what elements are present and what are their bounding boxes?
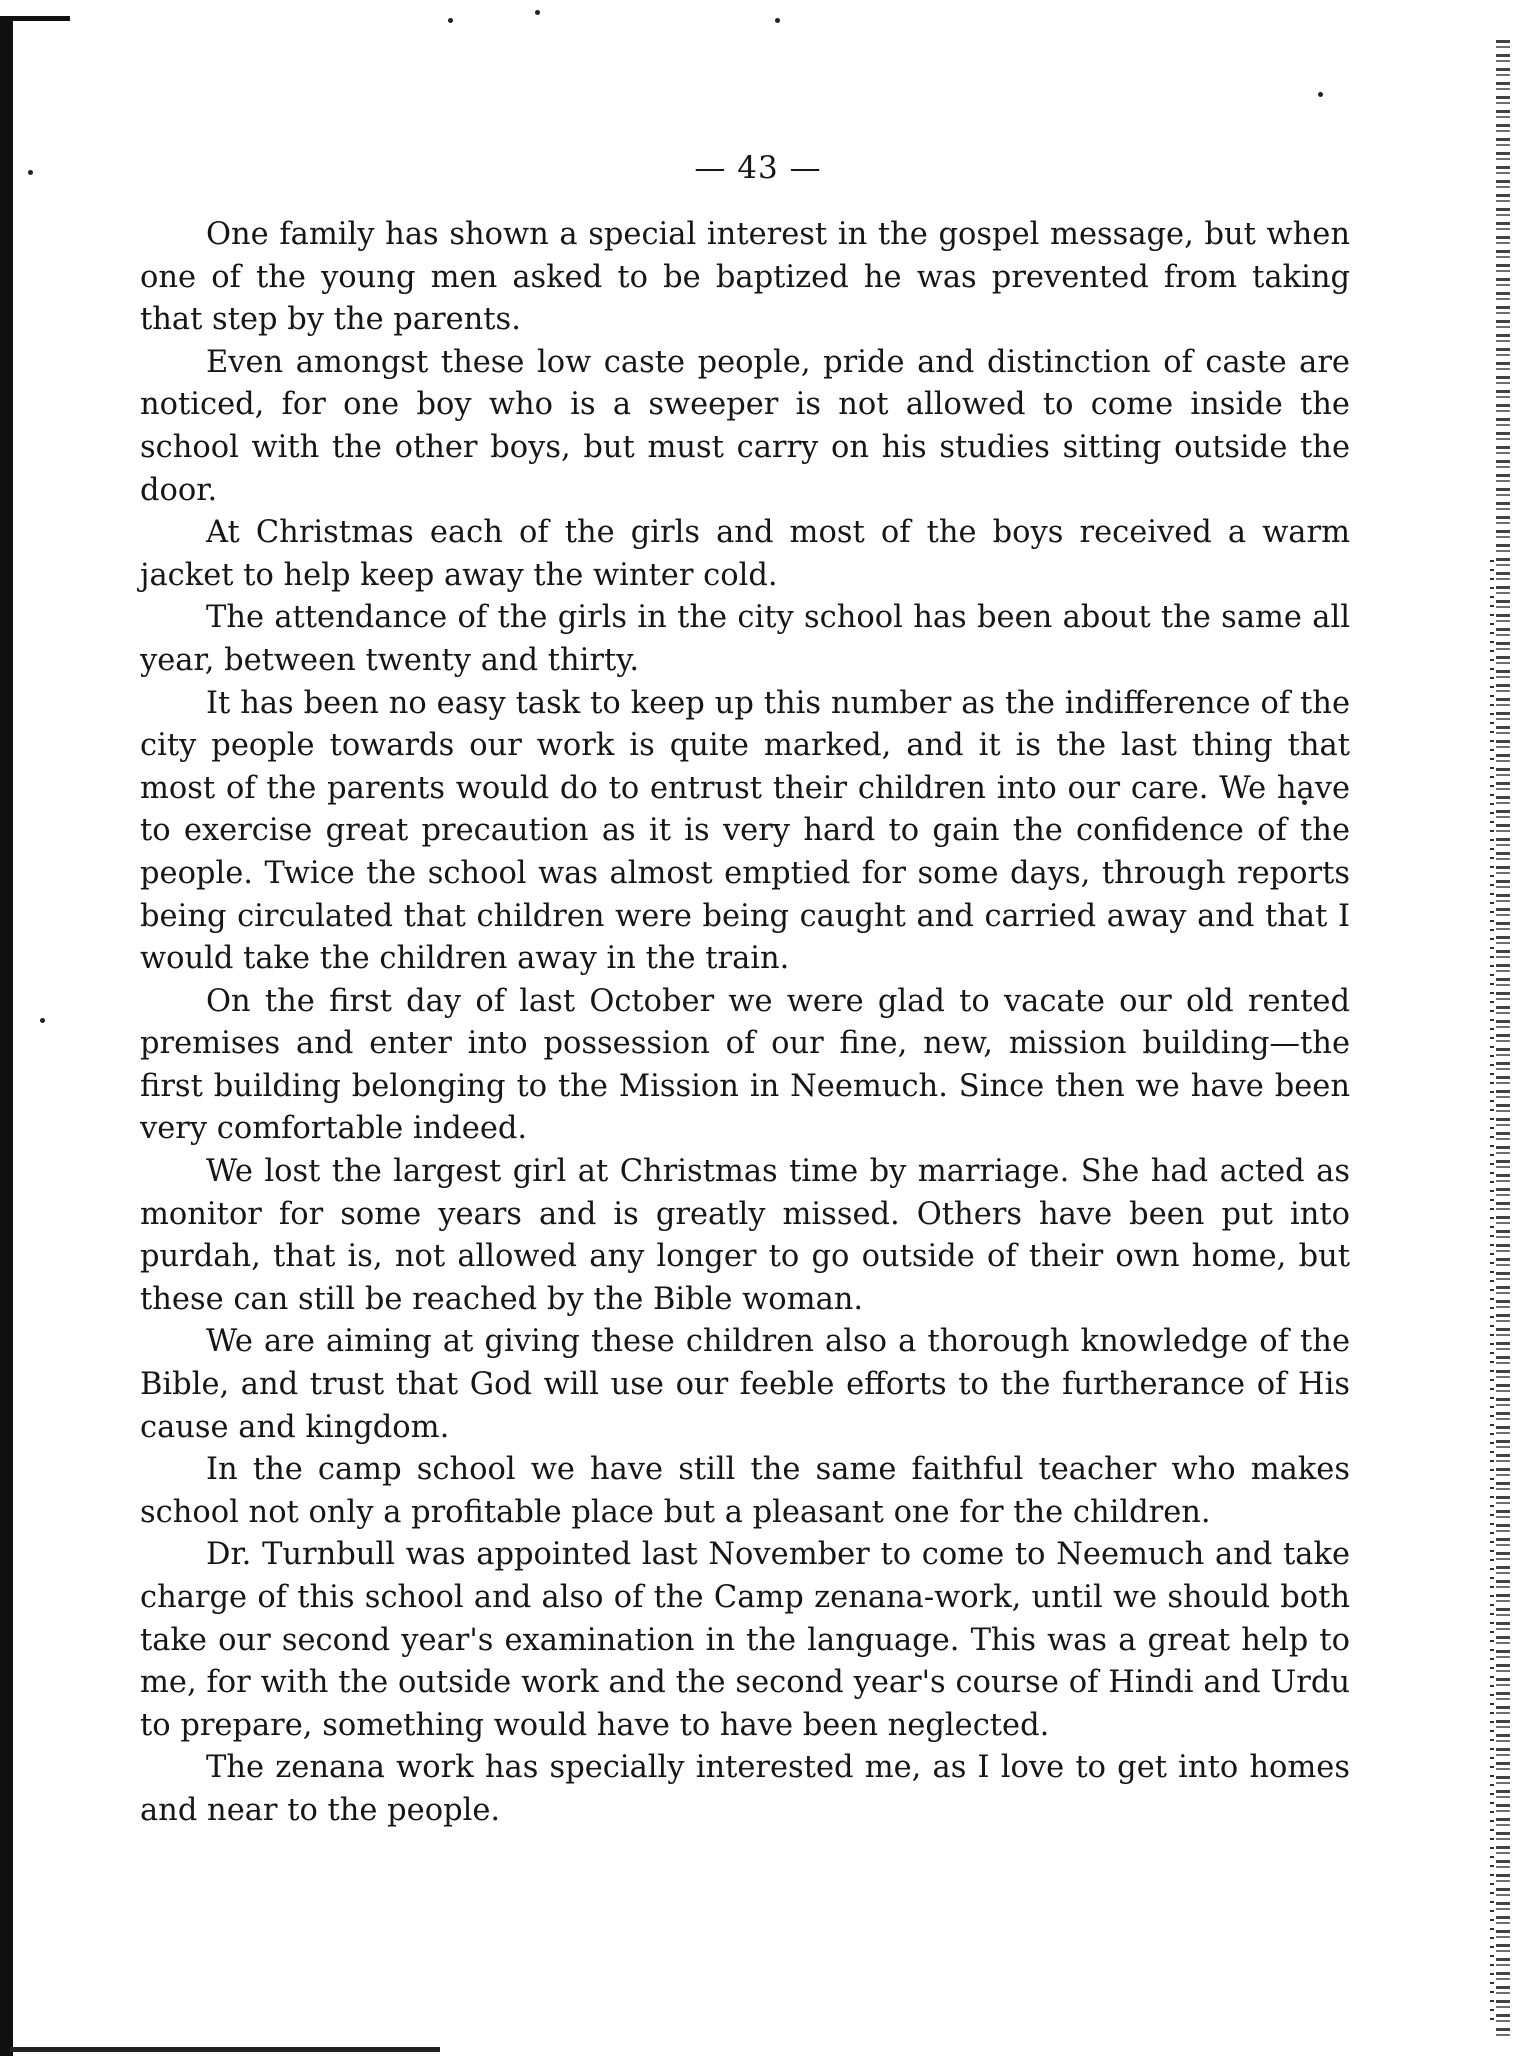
paragraph: One family has shown a special interest in the gospel message, but when one of the young men asked to be baptized he was prevented from taking that step by the parents. — [140, 217, 1350, 338]
scan-border-right-shadow — [1490, 560, 1494, 2020]
paragraph: Dr. Turnbull was appointed last November to come to Neemuch and take charge of this school and also of the Camp zenana-work, until we should both take our second year's examination in the language. This was a great help to me, for with the outside work and the second year's course of Hindi and Urdu to prepare, something would have to have been neglected. — [140, 1537, 1350, 1743]
paragraph: The zenana work has specially interested me, as I love to get into homes and near to the people. — [140, 1750, 1350, 1828]
paragraph: We are aiming at giving these children also a thorough knowledge of the Bible, and trust that God will use our feeble efforts to the furtherance of His cause and kingdom. — [140, 1324, 1350, 1445]
paragraph: We lost the largest girl at Christmas time by marriage. She had acted as monitor for some years and is greatly missed. Others have been put into purdah, that is, not allowed any longer to go outside of their own home, but these can still be reached by the Bible woman. — [140, 1154, 1350, 1317]
scan-speck — [40, 1018, 45, 1023]
paragraph: Even amongst these low caste people, pride and distinction of caste are noticed, for one boy who is a sweeper is not allowed to come inside the school with the other boys, but must carry on his studies sitting outside the door. — [140, 344, 1350, 508]
page-number: — 43 — — [694, 150, 822, 186]
paragraph: In the camp school we have still the same faithful teacher who makes school not only a profitable place but a pleasant one for the children. — [140, 1452, 1350, 1530]
paragraph: At Christmas each of the girls and most of the boys received a warm jacket to help keep away the winter cold. — [140, 515, 1350, 593]
scan-border-bottom — [10, 2047, 440, 2052]
scan-speck — [535, 10, 540, 15]
scan-border-right — [1496, 40, 1510, 2040]
paragraph: The attendance of the girls in the city school has been about the same all year, between twenty and thirty. — [140, 600, 1350, 678]
scan-speck — [1318, 92, 1323, 97]
body-text — [140, 214, 1350, 1833]
scan-speck — [775, 18, 780, 23]
scan-speck — [448, 18, 453, 23]
scan-border-left — [0, 20, 13, 2056]
paragraph: It has been no easy task to keep up this number as the indifference of the city people towards our work is quite marked, and it is the last thing that most of the parents would do to entrust their children into our care. We have to exercise great precaution as it is very hard to gain the confidence of the people. Twice the school was almost emptied for some days, through reports being circulated that children were being caught and carried away and that I would take the children away in the train. — [140, 685, 1350, 977]
paragraph: On the first day of last October we were glad to vacate our old rented premises and enter into possession of our fine, new, mission building—the first building belonging to the Mission in Neemuch. Since then we have been very comfortable indeed. — [140, 983, 1350, 1147]
